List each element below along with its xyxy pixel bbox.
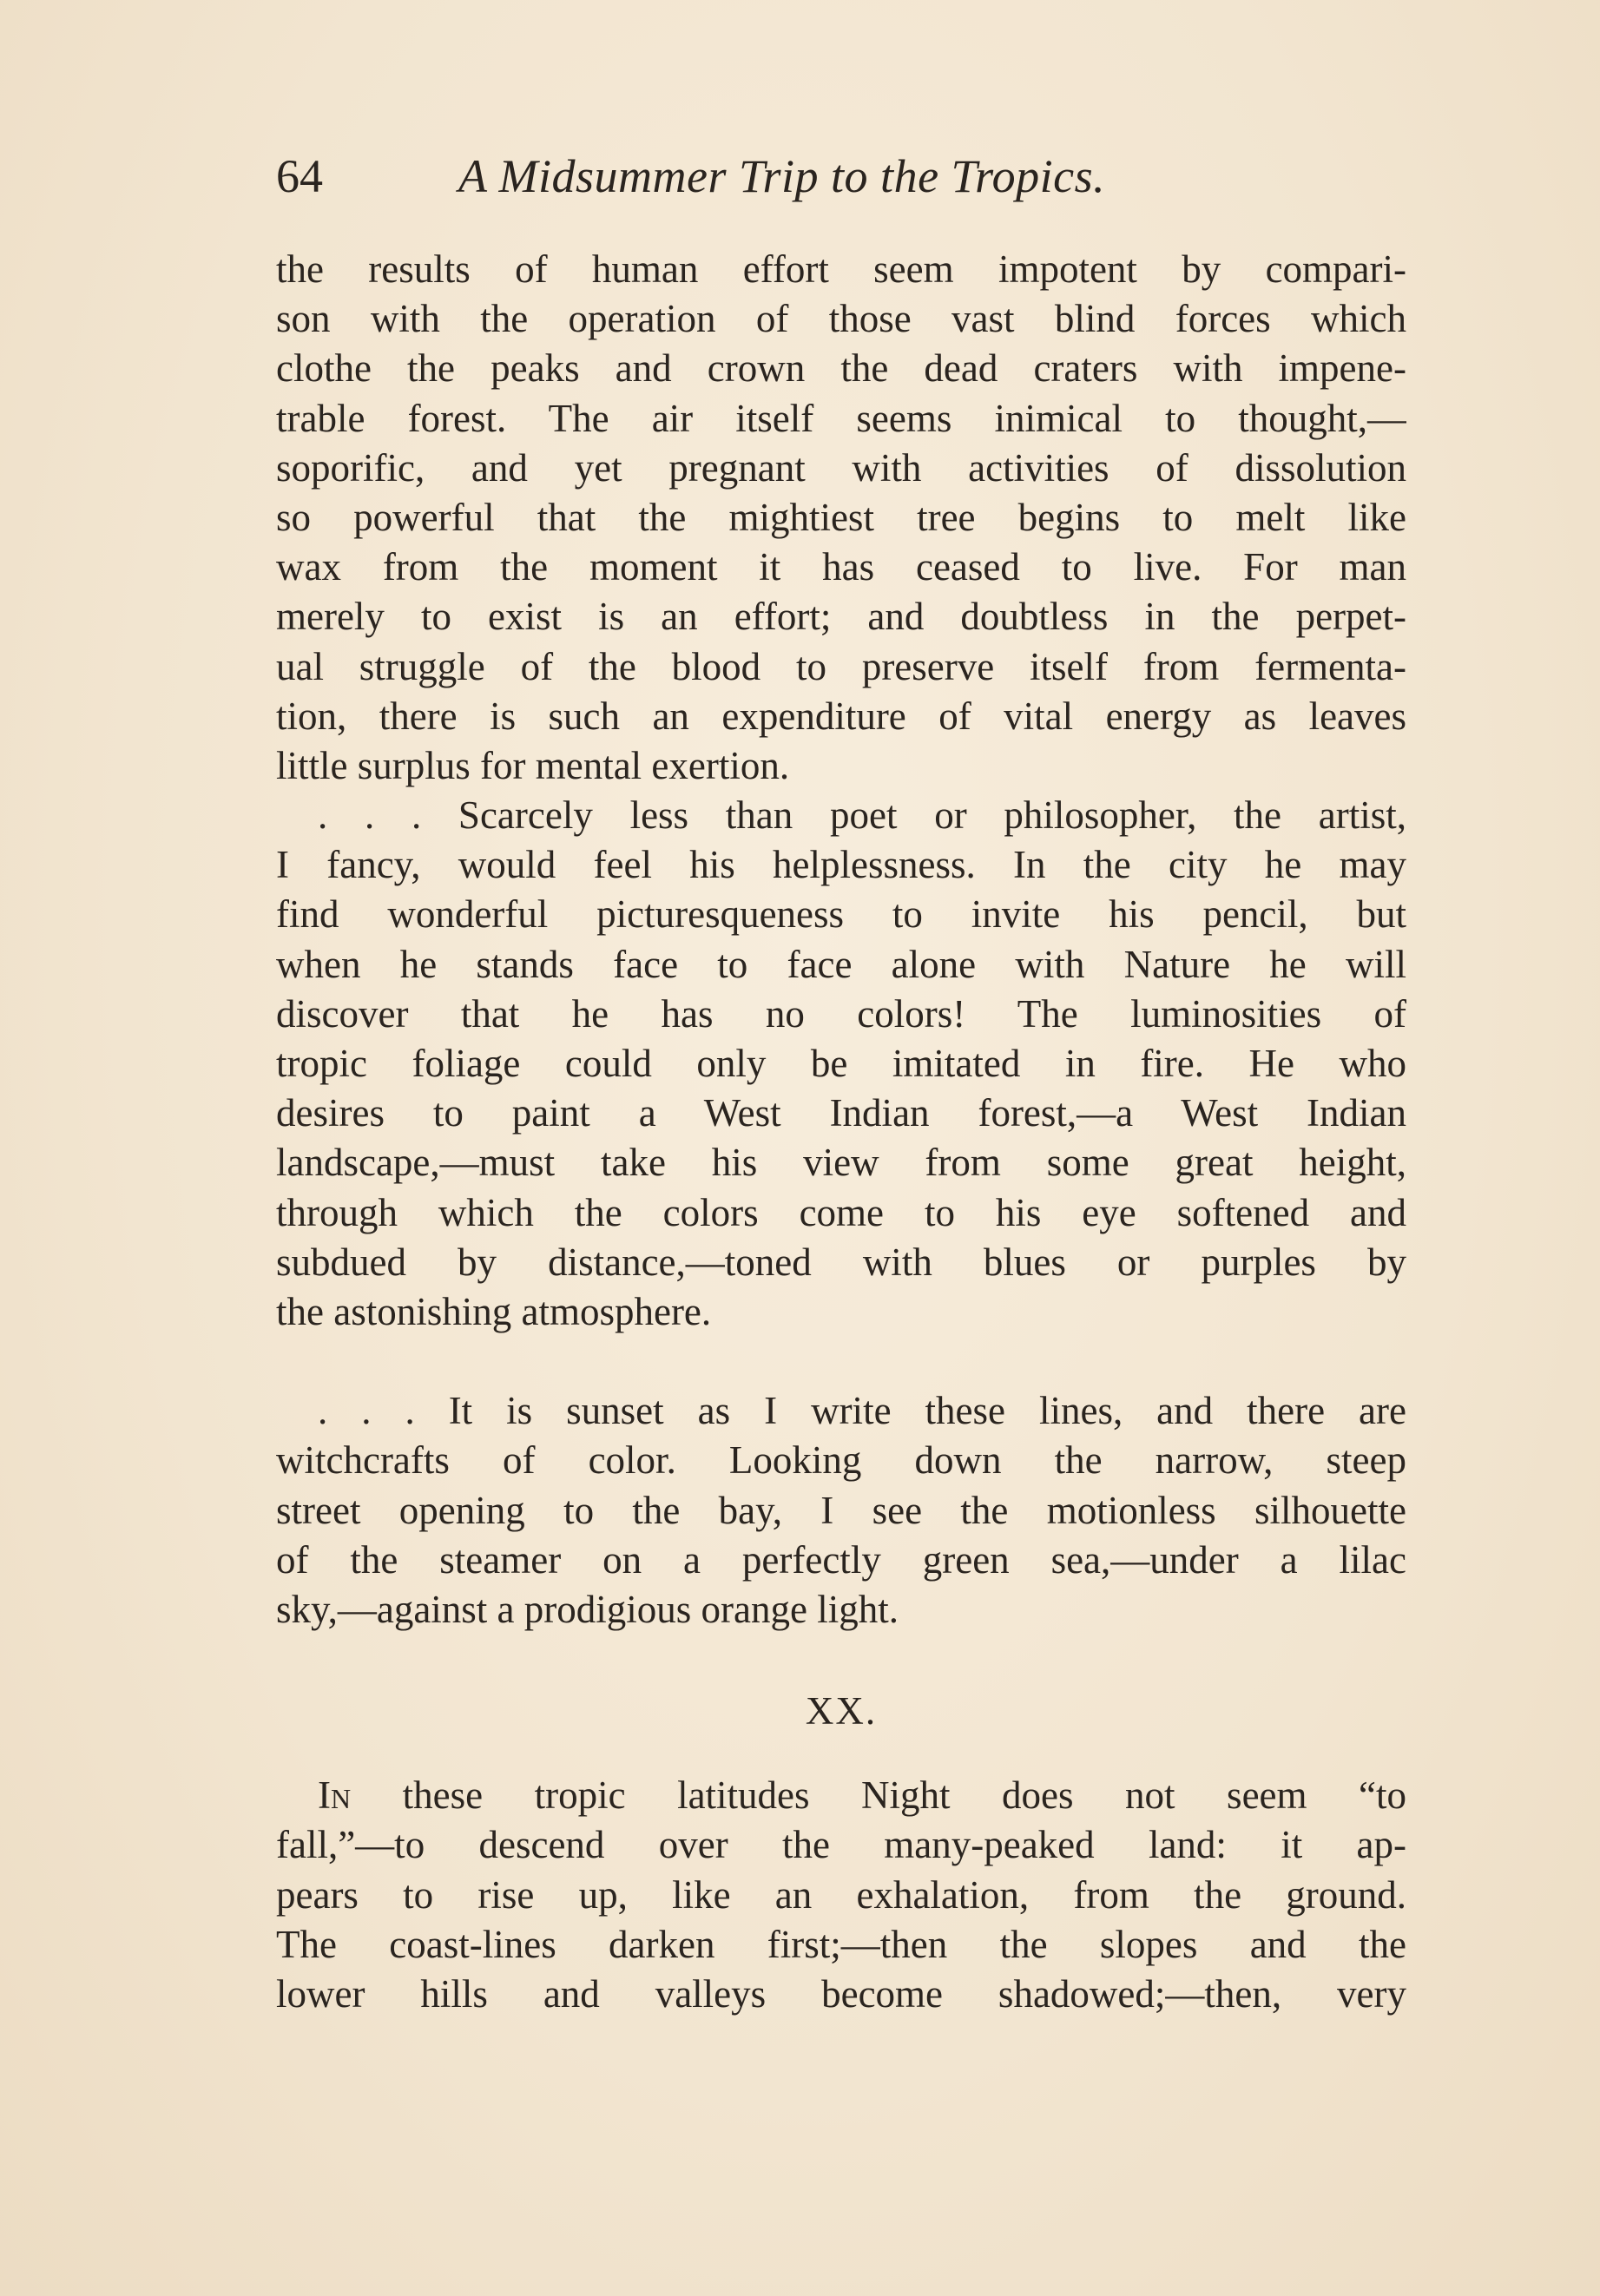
running-head	[276, 146, 1405, 207]
drop-word: In	[318, 1773, 352, 1818]
text-line: . . . Scarcely less than poet or philosopher, the artist,	[318, 793, 1406, 838]
text-line: so powerful that the mightiest tree begins to melt like	[276, 495, 1406, 539]
text-line: pears to rise up, like an exhalation, from the ground.	[276, 1872, 1406, 1917]
text-line: landscape,—must take his view from some great height,	[276, 1141, 1406, 1185]
text-line: The coast-lines darken first;—then the slopes and the	[276, 1922, 1406, 1966]
text-line: soporific, and yet pregnant with activities of dissolution	[276, 445, 1406, 490]
text-line: little surplus for mental exertion.	[276, 743, 790, 787]
text-line: fall,”—to descend over the many-peaked land: it ap-	[276, 1823, 1406, 1867]
text-line: tropic foliage could only be imitated in fire. He who	[276, 1042, 1406, 1085]
text-line: when he stands face to face alone with Nature he will	[276, 942, 1406, 986]
text-line: . . . It is sunset as I write these lines, and there are	[318, 1389, 1406, 1433]
text-line: subdued by distance,—toned with blues or purples by	[276, 1240, 1406, 1284]
text-line: wax from the moment it has ceased to live. For man	[276, 545, 1406, 589]
text-line: find wonderful picturesqueness to invite his pencil, but	[276, 892, 1406, 937]
paragraph	[276, 1771, 1406, 2019]
paragraph	[276, 1386, 1406, 1635]
text-line: clothe the peaks and crown the dead craters with impene-	[276, 346, 1406, 391]
text-line: tion, there is such an expenditure of vital energy as leaves	[276, 694, 1406, 738]
text-line: discover that he has no colors! The luminosities of	[276, 991, 1406, 1036]
paragraph	[276, 791, 1406, 1337]
text-line	[276, 1771, 1406, 1820]
text-line: ual struggle of the blood to preserve itself from fermenta-	[276, 644, 1406, 688]
text-line: of the steamer on a perfectly green sea,—under a lilac	[276, 1537, 1406, 1582]
body-text	[276, 245, 1406, 2019]
text-line: witchcrafts of color. Looking down the narrow, steep	[276, 1438, 1406, 1483]
text-line: the astonishing atmosphere.	[276, 1289, 712, 1333]
paragraph-gap	[276, 1337, 1406, 1386]
text-line: trable forest. The air itself seems inimical to thought,—	[276, 396, 1406, 440]
text-line: sky,—against a prodigious orange light.	[276, 1587, 899, 1631]
paragraph	[276, 245, 1406, 791]
text-line: the results of human effort seem impotent by compari-	[276, 247, 1406, 291]
text-line: desires to paint a West Indian forest,—a West Indian	[276, 1091, 1406, 1135]
text-line: merely to exist is an effort; and doubtless in the perpet-	[276, 595, 1406, 639]
running-title: A Midsummer Trip to the Tropics.	[458, 150, 1106, 202]
text-line: I fancy, would feel his helplessness. In the city he may	[276, 843, 1406, 887]
text-line: son with the operation of those vast blind forces which	[276, 297, 1406, 341]
text-line-rest: these tropic latitudes Night does not seem “to	[402, 1773, 1406, 1818]
text-line: street opening to the bay, I see the motionless silhouette	[276, 1488, 1406, 1532]
section-heading: XX.	[805, 1689, 878, 1734]
page-number: 64	[276, 150, 323, 202]
text-line: through which the colors come to his eye softened and	[276, 1190, 1406, 1234]
text-line: lower hills and valleys become shadowed;—then, very	[276, 1972, 1406, 2016]
